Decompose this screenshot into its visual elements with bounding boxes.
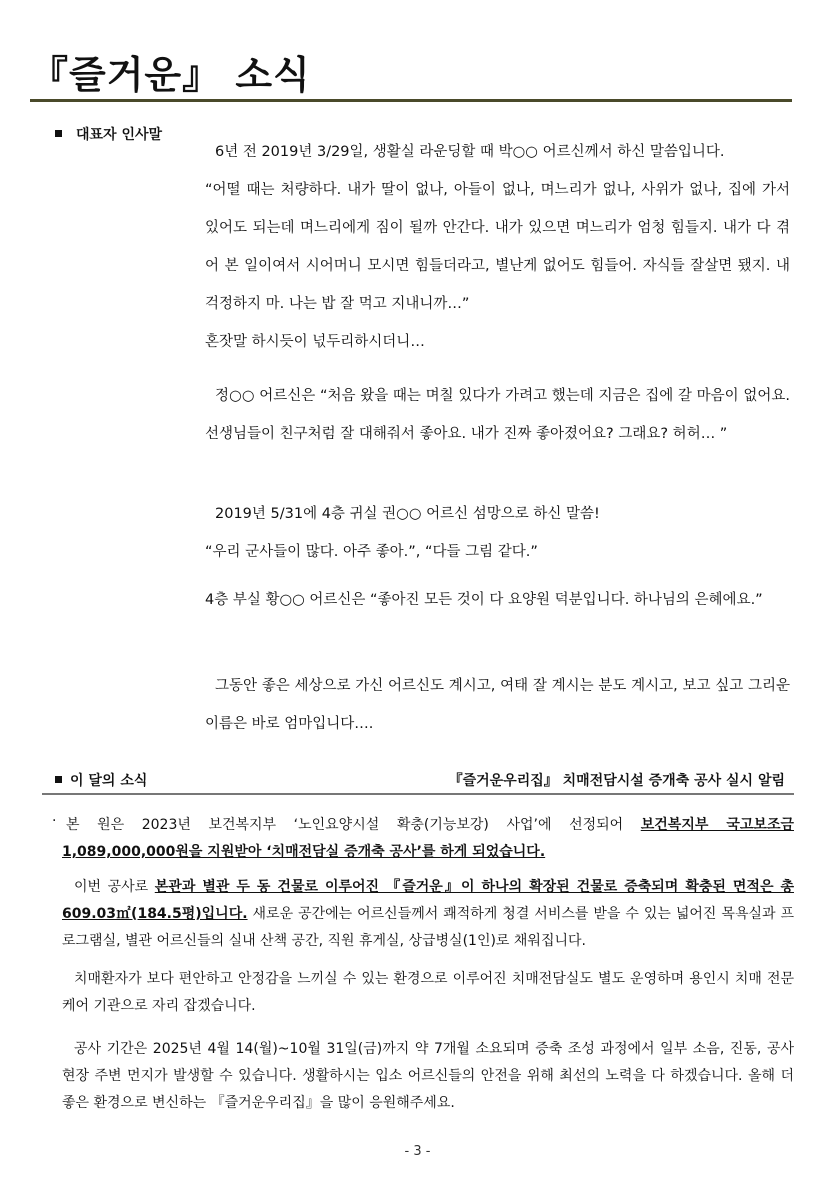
greeting-paragraph-5: 2019년 5/31에 4층 귀실 권○○ 어르신 섬망으로 하신 말씀! [215,506,600,522]
news-divider [42,793,794,795]
square-bullet-icon [55,130,62,137]
greeting-paragraph-4: 정○○ 어르신은 “처음 왔을 때는 며칠 있다가 가려고 했는데 지금은 집에 갈 마음이 없어요. 선생님들이 친구처럼 잘 대해줘서 좋아요. 내가 진짜 좋아졌어요? 그래요? 허허… ” [205,388,790,442]
news-p1-highlight: 보건복지부 국고보조금 1,089,000,000원을 지원받아 ‘치매전담실 증개축 공사’를 하게 되었습니다. [62,817,794,860]
news-p2-highlight: 본관과 별관 두 동 건물로 이루어진 『즐거운』이 하나의 확장된 건물로 증축되며 확충된 면적은 총 609.03㎡(184.5평)입니다. [62,879,794,922]
news-paragraph-1 [62,812,794,866]
news-paragraph-3: 치매환자가 보다 편안하고 안정감을 느끼실 수 있는 환경으로 이루어진 치매전담실도 별도 운영하며 용인시 치매 전문 케어 기관으로 자리 잡겠습니다. [62,971,794,1014]
page-number: - 3 - [404,1144,431,1159]
news-title: 『즐거운우리집』 치매전담시설 증개축 공사 실시 알림 [448,773,785,789]
greeting-heading [55,124,162,144]
title-divider [30,99,792,102]
news-paragraph-2 [62,874,794,955]
news-heading [55,770,147,790]
square-bullet-icon [55,776,62,783]
greeting-paragraph-3: 혼잣말 하시듯이 넋두리하시더니… [205,334,425,350]
news-paragraph-4: 공사 기간은 2025년 4월 14(월)~10월 31일(금)까지 약 7개월 소요되며 증축 조성 과정에서 일부 소음, 진동, 공사 현장 주변 먼지가 발생할 수 있습니다. 생활하시는 입소 어르신들의 안전을 위해 최선의 노력을 다 하겠습니다. 올해 더 좋은 환경으로 변신하는 『즐거운우리집』을 많이 응원해주세요. [62,1041,794,1111]
news-bullet: · [52,813,57,829]
news-p2-text-rest: 새로운 공간에는 어르신들께서 쾌적하게 청결 서비스를 받을 수 있는 넓어진 목욕실과 프로그램실, 별관 어르신들의 실내 산책 공간, 직원 휴게실, 상급병실(1인)로 채워집니다. [62,906,795,949]
page-title: 『즐거운』 소식 [30,53,311,97]
greeting-heading-label: 대표자 인사말 [76,127,163,143]
news-p1-text: 본 원은 2023년 보건복지부 ‘노인요양시설 확충(기능보강) 사업’에 선정되어 [66,817,641,833]
greeting-paragraph-8: 그동안 좋은 세상으로 가신 어르신도 계시고, 여태 잘 계시는 분도 계시고, 보고 싶고 그리운 이름은 바로 엄마입니다…. [205,678,790,732]
news-heading-label: 이 달의 소식 [70,773,148,789]
news-p2-text: 이번 공사로 [74,879,155,895]
greeting-paragraph-6: “우리 군사들이 많다. 아주 좋아.”, “다들 그림 같다.” [205,544,538,560]
greeting-paragraph-1: 6년 전 2019년 3/29일, 생활실 라운딩할 때 박○○ 어르신께서 하신 말씀입니다. [215,144,725,160]
greeting-paragraph-2: “어떨 때는 처량하다. 내가 딸이 없나, 아들이 없나, 며느리가 없나, 사위가 없나, 집에 가서 있어도 되는데 며느리에게 짐이 될까 안간다. 내가 있으면 며느리가 엄청 힘들지. 내가 다 겪어 본 일이여서 시어머니 모시면 힘들더라고, 별난게 없어도 힘들어. 자식들 잘살면 됐지. 내 걱정하지 마. 나는 밥 잘 먹고 지내니까…” [205,182,790,312]
greeting-paragraph-7: 4층 부실 황○○ 어르신은 “좋아진 모든 것이 다 요양원 덕분입니다. 하나님의 은혜에요.” [205,592,763,608]
